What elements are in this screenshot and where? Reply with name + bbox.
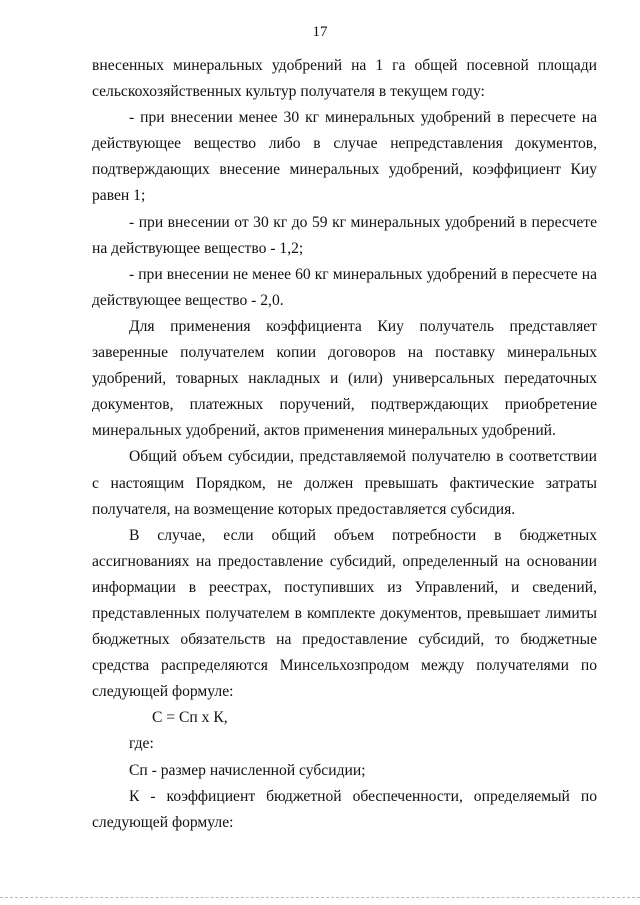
paragraph-continuation: внесенных минеральных удобрений на 1 га общей посевной площади сельскохозяйственных культур получателя в текущем году: [92, 57, 597, 101]
paragraph-kiu-documents: Для применения коэффициента Киу получатель представляет заверенные получателем копии договоров на поставку минеральных удобрений, товарных накладных и (или) универсальных передаточных документов, платежных поручений, подтверждающих приобретение минеральных удобрений, актов применения минеральных удобрений. [92, 317, 597, 440]
formula-main: С = Сп х К, [152, 709, 228, 727]
list-item-under-30kg: - при внесении менее 30 кг минеральных удобрений в пересчете на действующее вещество либо в случае непредставления документов, подтверждающих внесение минеральных удобрений, коэффициент Киу равен 1; [92, 109, 597, 205]
paragraph-budget-distribution: В случае, если общий объем потребности в бюджетных ассигнованиях на предоставление субсидий, определенный на основании информации в реестрах, поступивших из Управлений, и сведений, представленных получателем в комплекте документов, превышает лимиты бюджетных обязательств на предоставление субсидий, то бюджетные средства распределяются Минсельхозпродом между получателями по следующей формуле: [92, 526, 597, 701]
list-item-30-to-59kg: - при внесении от 30 кг до 59 кг минеральных удобрений в пересчете на действующее вещество - 1,2; [92, 213, 597, 257]
list-item-over-60kg: - при внесении не менее 60 кг минеральных удобрений в пересчете на действующее вещество - 2,0. [92, 265, 597, 309]
document-body [92, 53, 597, 836]
page-number: 17 [312, 24, 328, 40]
definition-sp: Сп - размер начисленной субсидии; [129, 761, 366, 779]
scan-bottom-edge [0, 897, 640, 898]
formula-where-label: где: [129, 735, 154, 753]
paragraph-subsidy-limit: Общий объем субсидии, представляемой получателю в соответствии с настоящим Порядком, не должен превышать фактические затраты получателя, на возмещение которых предоставляется субсидия. [92, 448, 597, 518]
definition-k: К - коэффициент бюджетной обеспеченности, определяемый по следующей формуле: [92, 787, 597, 831]
